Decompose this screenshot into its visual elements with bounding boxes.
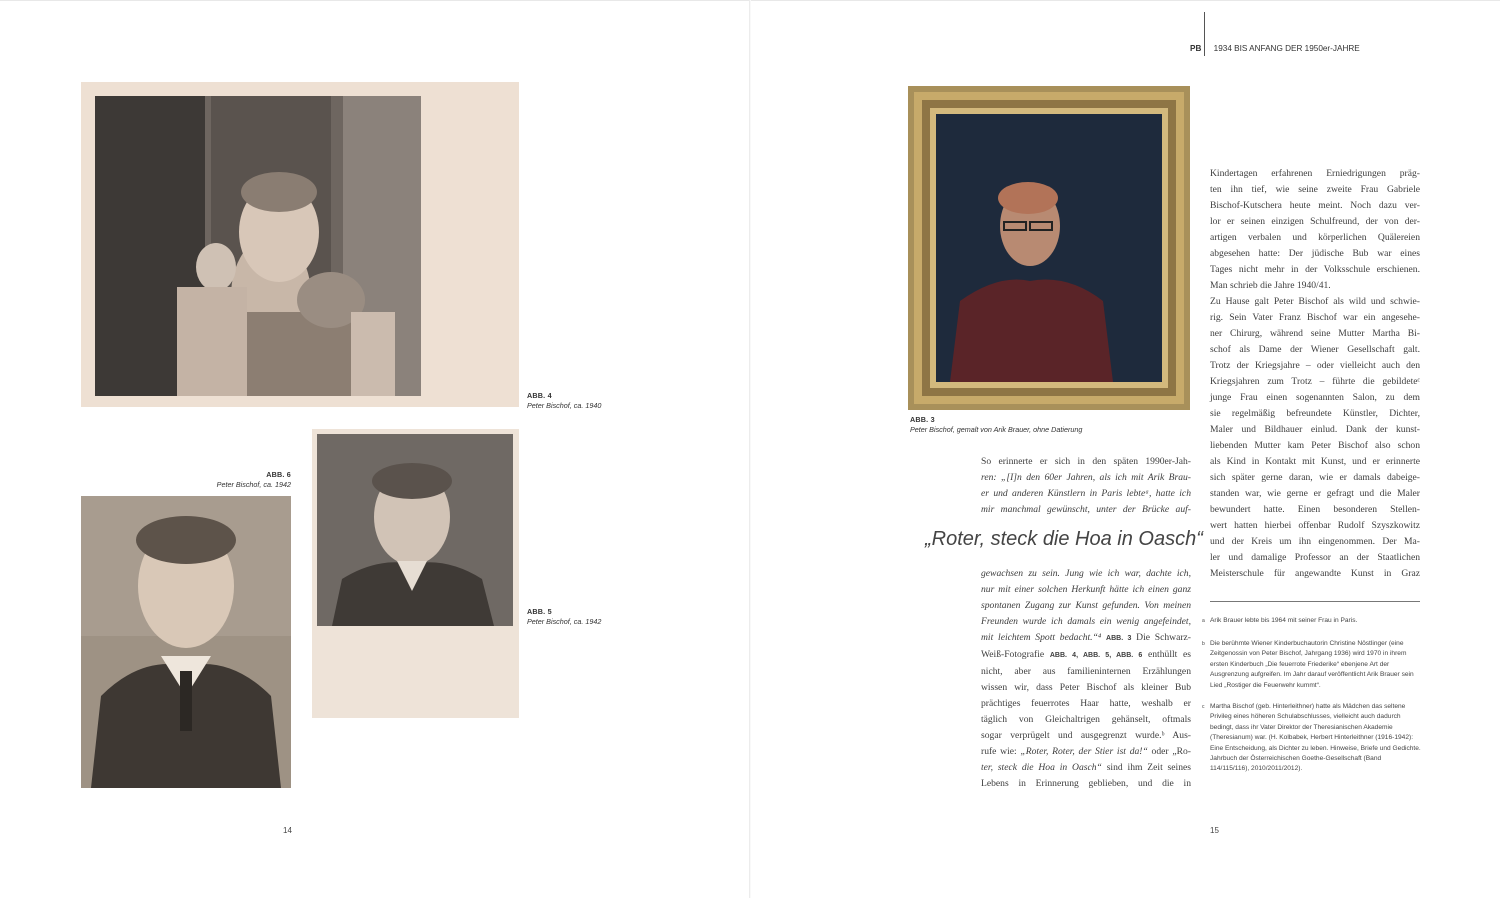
figure-reference[interactable]: ABB. 4, ABB. 5, ABB. 6 bbox=[1049, 652, 1143, 659]
body-line: lor er seinen einzigen Schulfreund, der von der- bbox=[1210, 216, 1420, 227]
caption-text: Peter Bischof, gemalt von Arik Brauer, ohne Datierung bbox=[910, 425, 1083, 434]
footnote-text: Arik Brauer lebte bis 1964 mit seiner Frau in Paris. bbox=[1210, 617, 1358, 624]
body-line: artigen verbalen und körperlichen Quälereien bbox=[1210, 232, 1420, 243]
caption-abb4 bbox=[527, 391, 601, 411]
footnote-rule bbox=[1210, 601, 1420, 602]
body-line: rig. Sein Vater Franz Bischof war ein angesehe- bbox=[1210, 312, 1420, 323]
body-line: Freunden wurde ich damals ein wenig angefeindet, bbox=[981, 616, 1191, 627]
body-line: abgesehen hatte: Der jüdische Bub war eines bbox=[1210, 248, 1420, 259]
caption-abb3 bbox=[910, 415, 1082, 435]
body-line: ler und damalige Professor an der Staatlichen bbox=[1210, 552, 1420, 563]
body-line: ren: „[I]n den 60er Jahren, als ich mit Arik Brau- bbox=[981, 472, 1191, 483]
body-line: Kriegsjahren zum Trotz – führte die gebildeteᶜ bbox=[1210, 376, 1420, 387]
header-marker: PB bbox=[1190, 44, 1202, 53]
book-gutter bbox=[749, 0, 751, 898]
body-column-left-bottom bbox=[981, 566, 1191, 792]
body-text: sind ihm Zeit seines bbox=[1101, 762, 1192, 773]
header-divider bbox=[1204, 12, 1205, 56]
body-line: und der Kreis um ihn eingenommen. Der Ma- bbox=[1210, 536, 1420, 547]
photo-abb5-image bbox=[312, 429, 519, 718]
footnote-text: Die berühmte Wiener Kinderbuchautorin Christine Nöstlinger (eine Zeitgenossin von Peter Bischof, Jahrgang 1936) wird 1970 in ihrem ersten Kinderbuch „Die feuerrote Friederike“ ebenjene Art der Ausgrenzung aufgreifen. Im Jahr darauf veröffentlicht Arik Brauer sein Lied „Rostiger die Feuerwehr kummt“. bbox=[1210, 640, 1414, 689]
photo-abb4 bbox=[81, 82, 519, 407]
body-line: Meisterschule für angewandte Kunst in Graz bbox=[1210, 568, 1420, 579]
body-column-right bbox=[1210, 166, 1420, 582]
pull-quote: „Roter, steck die Hoa in Oasch“ bbox=[925, 528, 1203, 550]
body-line: sich später gerne daran, wie er damals dabeige- bbox=[1210, 472, 1420, 483]
caption-abb6 bbox=[200, 470, 291, 490]
body-line: Kindertagen erfahrenen Erniedrigungen präg- bbox=[1210, 168, 1420, 179]
body-line: Tages nicht mehr in der Volksschule erschienen. bbox=[1210, 264, 1420, 275]
caption-text: Peter Bischof, ca. 1942 bbox=[216, 480, 291, 489]
footnote-marker: a bbox=[1202, 618, 1205, 624]
running-header bbox=[1190, 44, 1360, 53]
body-column-left-top bbox=[981, 454, 1191, 518]
caption-label: ABB. 4 bbox=[527, 391, 552, 400]
body-text: oder „Ro- bbox=[1147, 746, 1191, 757]
body-line: wert hatten hierbei offenbar Rudolf Szyszkowitz bbox=[1210, 520, 1420, 531]
painting-abb3 bbox=[908, 86, 1190, 410]
body-line: Maler und Bildhauer einlud. Dank der kunst- bbox=[1210, 424, 1420, 435]
body-text: Weiß-Fotografie bbox=[981, 649, 1050, 660]
body-line: bewundert hatte. Einen besonderen Stellen- bbox=[1210, 504, 1420, 515]
caption-label: ABB. 3 bbox=[910, 415, 935, 424]
body-line bbox=[981, 630, 1191, 647]
body-line bbox=[981, 760, 1191, 776]
painting-abb3-image bbox=[908, 86, 1190, 410]
page-number-left: 14 bbox=[283, 826, 292, 835]
photo-abb4-image bbox=[81, 82, 519, 407]
body-line: sie regelmäßig befreundete Künstler, Dichter, bbox=[1210, 408, 1420, 419]
body-line: Trotz der Kriegsjahre – oder vielleicht auch den bbox=[1210, 360, 1420, 371]
header-title: 1934 BIS ANFANG DER 1950er-JAHRE bbox=[1213, 44, 1360, 53]
body-line: schof als Dame der Wiener Gesellschaft galt. bbox=[1210, 344, 1420, 355]
body-text: „Roter, Roter, der Stier ist da!“ bbox=[1020, 746, 1148, 757]
body-line: Zu Hause galt Peter Bischof als wild und schwie- bbox=[1210, 296, 1420, 307]
body-line: sogar verprügelt und ausgegrenzt wurde.ᵇ Aus- bbox=[981, 730, 1191, 741]
body-line bbox=[981, 647, 1191, 664]
body-line: mir manchmal gewünscht, unter der Brücke auf- bbox=[981, 504, 1191, 515]
caption-label: ABB. 6 bbox=[266, 470, 291, 479]
body-line: als Kind in Kontakt mit Kunst, und er erinnerte bbox=[1210, 456, 1420, 467]
body-line: standen war, wie gerne er gefragt und die Maler bbox=[1210, 488, 1420, 499]
caption-text: Peter Bischof, ca. 1942 bbox=[527, 617, 602, 626]
body-text: Die Schwarz- bbox=[1131, 632, 1191, 643]
body-line: wissen wir, dass Peter Bischof als kleiner Bub bbox=[981, 682, 1191, 693]
body-line: gewachsen zu sein. Jung wie ich war, dachte ich, bbox=[981, 568, 1191, 579]
photo-abb6 bbox=[81, 496, 291, 788]
body-line: liebenden Mutter kam Peter Bischof also schon bbox=[1210, 440, 1420, 451]
body-line: er und anderen Künstlern in Paris lebteᵃ, hatte ich bbox=[981, 488, 1191, 499]
footnote-a bbox=[1202, 616, 1422, 626]
figure-reference[interactable]: ABB. 3 bbox=[1106, 635, 1132, 642]
body-text: mit leichtem Spott bedacht.“⁴ bbox=[981, 632, 1102, 643]
footnote-marker: c bbox=[1202, 704, 1205, 710]
body-line: spontanen Zugang zur Kunst gefunden. Von meinen bbox=[981, 600, 1191, 611]
body-line: So erinnerte er sich in den späten 1990er-Jah- bbox=[981, 456, 1191, 467]
body-line: Man schrieb die Jahre 1940/41. bbox=[1210, 280, 1331, 291]
caption-abb5 bbox=[527, 607, 601, 627]
footnote-b bbox=[1202, 639, 1422, 691]
body-line: nur mit einer solchen Herkunft hätte ich einen ganz bbox=[981, 584, 1191, 595]
body-text: ter, steck die Hoa in Oasch“ bbox=[981, 762, 1102, 773]
body-line: junge Frau einen sogenannten Salon, zu dem bbox=[1210, 392, 1420, 403]
body-text: enthüllt es bbox=[1142, 649, 1191, 660]
caption-label: ABB. 5 bbox=[527, 607, 552, 616]
footnote-text: Martha Bischof (geb. Hinterleithner) hatte als Mädchen das seltene Privileg eines höheren Schulabschlusses, vielleicht auch dadurch bedingt, dass ihr Vater Direktor der Theresianischen Akademie (Theresianum) war. (H. Kolbabek, Herbert Hinterleithner (1916-1942): Eine Entscheidung, als Dichter zu leben. Hinweise, Briefe und Gedichte. Jahrbuch der Österreichischen Goethe-Gesellschaft (Band 114/115/116), 2010/2011/2012). bbox=[1210, 703, 1421, 773]
footnote-marker: b bbox=[1202, 641, 1205, 647]
body-text: rufe wie: bbox=[981, 746, 1021, 757]
body-line: nicht, aber aus familieninternen Erzählungen bbox=[981, 666, 1191, 677]
photo-abb6-image bbox=[81, 496, 291, 788]
photo-abb5 bbox=[312, 429, 519, 718]
body-line: ten ihn tief, wie seine zweite Frau Gabriele bbox=[1210, 184, 1420, 195]
body-line: prächtiges feuerrotes Haar hatte, weshalb er bbox=[981, 698, 1191, 709]
caption-text: Peter Bischof, ca. 1940 bbox=[527, 401, 602, 410]
footnote-c bbox=[1202, 702, 1422, 775]
body-line: Bischof-Kutschera heute meint. Noch dazu ver- bbox=[1210, 200, 1420, 211]
body-line bbox=[981, 744, 1191, 760]
body-line: Lebens in Erinnerung geblieben, und die in bbox=[981, 778, 1191, 789]
page-number-right: 15 bbox=[1210, 826, 1219, 835]
body-line: täglich von Gleichaltrigen gehänselt, oftmals bbox=[981, 714, 1191, 725]
body-line: ner Chirurg, während seine Mutter Martha Bi- bbox=[1210, 328, 1420, 339]
